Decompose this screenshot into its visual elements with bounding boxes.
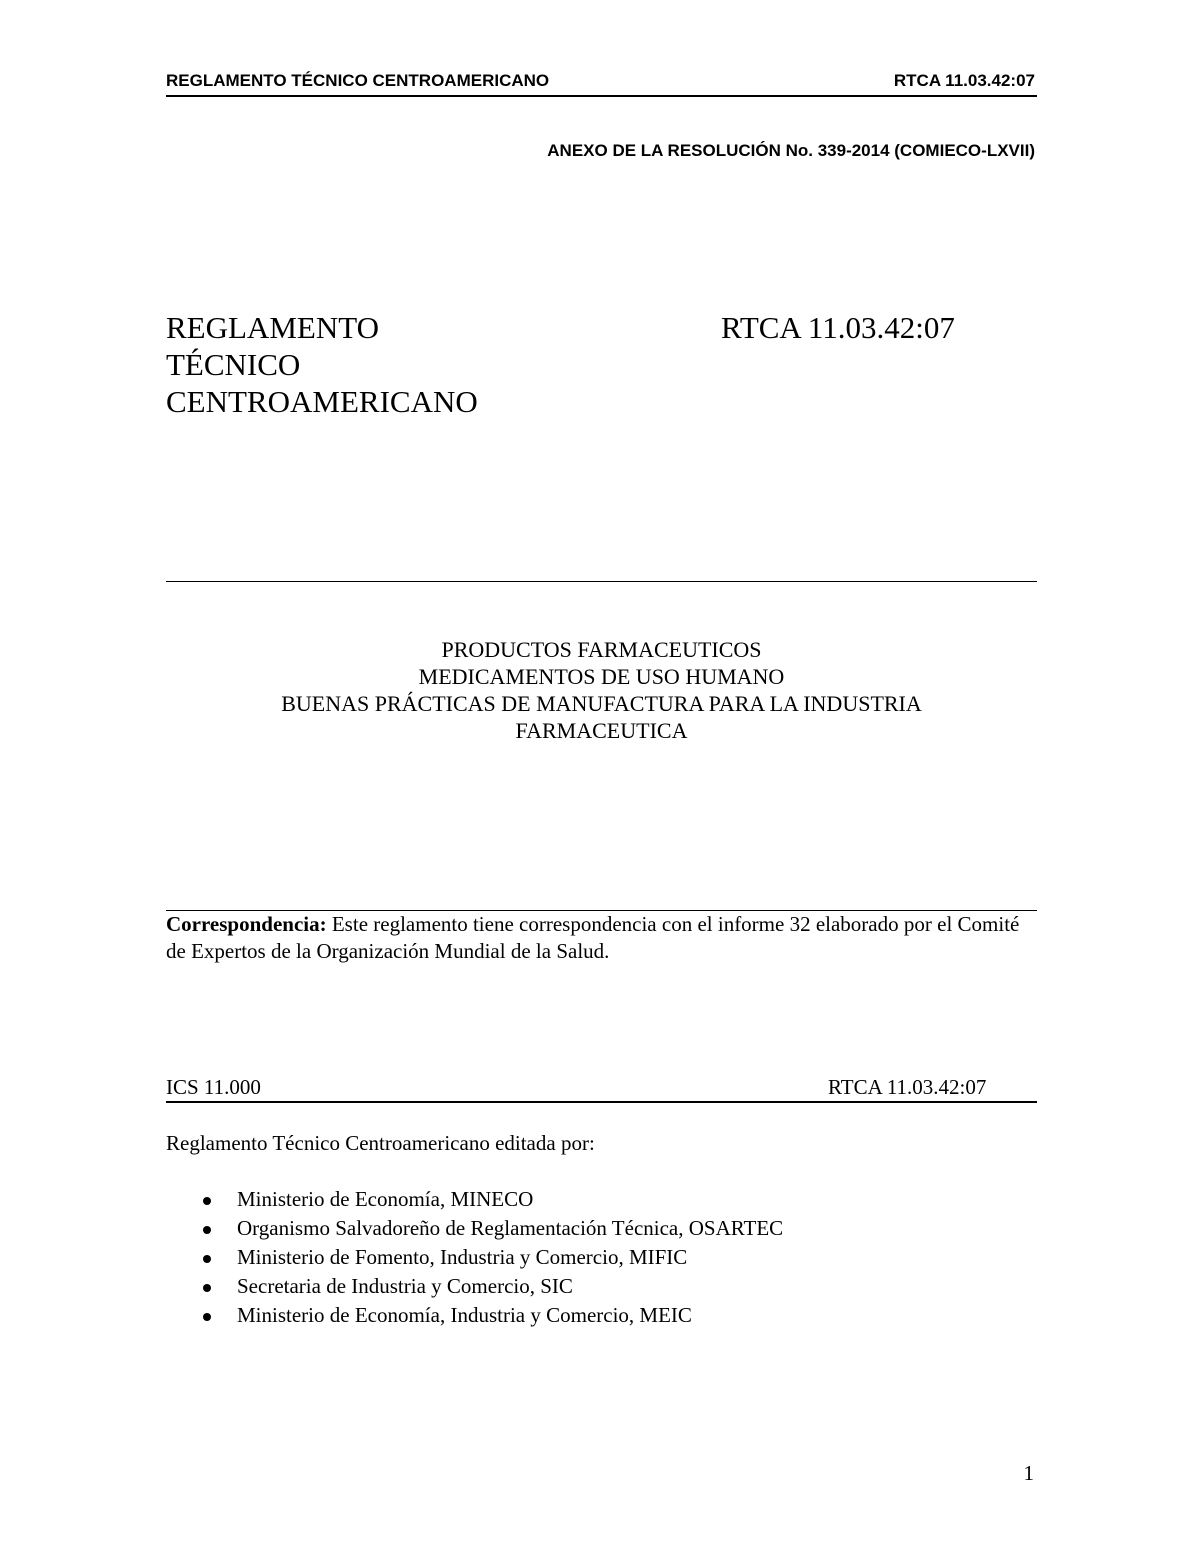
- editor-list: [166, 1186, 783, 1331]
- correspondence-text: Este reglamento tiene correspondencia con el informe 32 elaborado por el Comité de Expertos de la Organización Mundial de la Salud.: [166, 912, 1020, 963]
- subject-block: [166, 636, 1037, 744]
- page-number: 1: [1023, 1461, 1034, 1485]
- bullet-icon: [203, 1255, 211, 1263]
- list-item-text: Ministerio de Economía, MINECO: [237, 1187, 534, 1211]
- annex-reference: ANEXO DE LA RESOLUCIÓN No. 339-2014 (COMIECO-LXVII): [547, 141, 1035, 160]
- subject-line: FARMACEUTICA: [515, 718, 688, 743]
- header-rule: [166, 95, 1037, 97]
- document-title-line: REGLAMENTO: [166, 310, 379, 345]
- bullet-icon: [203, 1197, 211, 1205]
- list-item: [166, 1186, 783, 1215]
- list-item-text: Organismo Salvadoreño de Reglamentación Técnica, OSARTEC: [237, 1216, 784, 1240]
- document-title-line: TÉCNICO: [166, 347, 301, 382]
- document-code: RTCA 11.03.42:07: [721, 310, 955, 345]
- list-item-text: Secretaria de Industria y Comercio, SIC: [237, 1274, 573, 1298]
- list-item: [166, 1244, 783, 1273]
- running-header-title: REGLAMENTO TÉCNICO CENTROAMERICANO: [166, 71, 550, 90]
- subject-line: BUENAS PRÁCTICAS DE MANUFACTURA PARA LA INDUSTRIA: [281, 691, 922, 716]
- ics-code: ICS 11.000: [166, 1075, 261, 1099]
- subject-line: MEDICAMENTOS DE USO HUMANO: [418, 664, 785, 689]
- running-header-code: RTCA 11.03.42:07: [893, 71, 1035, 90]
- list-item-text: Ministerio de Fomento, Industria y Comercio, MIFIC: [237, 1245, 688, 1269]
- bullet-icon: [203, 1226, 211, 1234]
- list-item: [166, 1273, 783, 1302]
- ics-rtca-code: RTCA 11.03.42:07: [828, 1075, 987, 1099]
- list-item: [166, 1302, 783, 1331]
- list-item: [166, 1215, 783, 1244]
- edited-by-intro: Reglamento Técnico Centroamericano editada por:: [166, 1131, 595, 1155]
- subject-line: PRODUCTOS FARMACEUTICOS: [441, 637, 762, 662]
- list-item-text: Ministerio de Economía, Industria y Comercio, MEIC: [237, 1303, 692, 1327]
- correspondence-paragraph: [166, 911, 1041, 965]
- document-title: [166, 309, 586, 420]
- ics-rule: [166, 1101, 1037, 1103]
- title-divider: [166, 581, 1037, 582]
- bullet-icon: [203, 1284, 211, 1292]
- document-title-line: CENTROAMERICANO: [166, 384, 478, 419]
- correspondence-label: Correspondencia:: [166, 912, 327, 936]
- bullet-icon: [203, 1313, 211, 1321]
